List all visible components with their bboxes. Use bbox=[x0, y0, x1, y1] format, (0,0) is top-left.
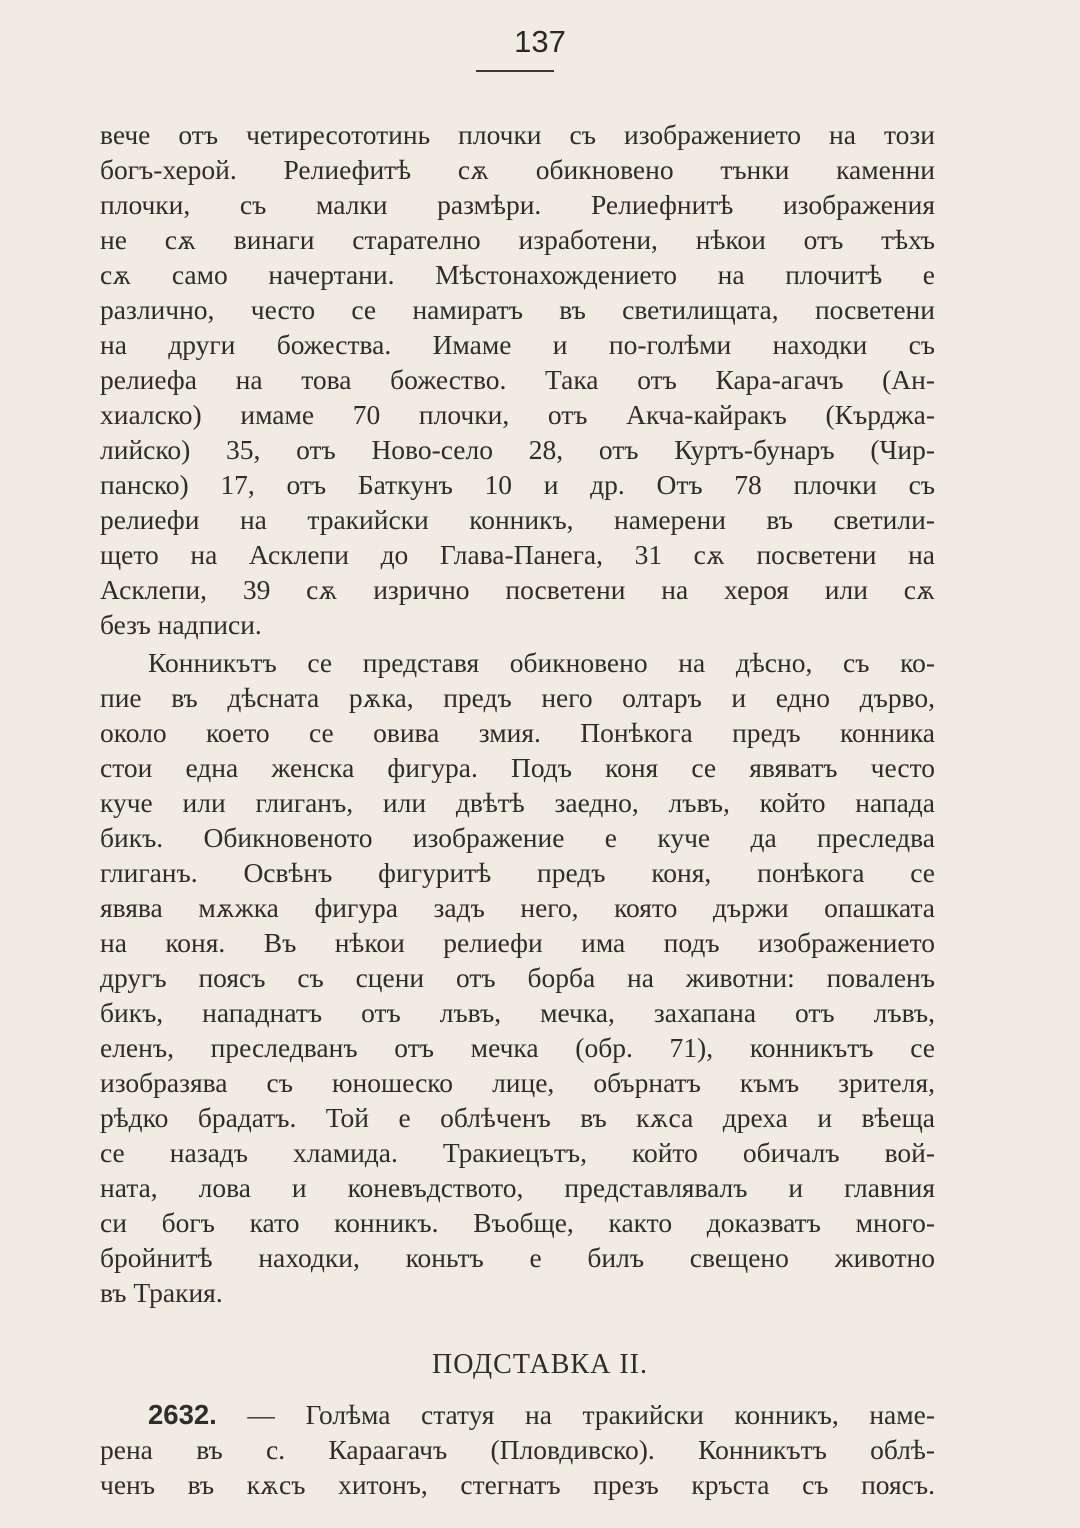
text-line: изобразява съ юношеско лице, обърнатъ къмъ зрителя, bbox=[100, 1067, 935, 1098]
text-line: еленъ, преследванъ отъ мечка (обр. 71), конникътъ се bbox=[100, 1032, 935, 1063]
page-number: 137 bbox=[514, 24, 566, 59]
text-line: другъ поясъ съ сцени отъ борба на животни: поваленъ bbox=[100, 962, 935, 993]
text-line: вече отъ четиресототинь плочки съ изображението на този bbox=[100, 119, 935, 150]
entry-first-line bbox=[148, 1397, 935, 1432]
text-line: пие въ дѣсната рѫка, предъ него олтаръ и едно дърво, bbox=[100, 682, 935, 713]
page-number-underline bbox=[476, 70, 554, 72]
text-line: ченъ въ кѫсъ хитонъ, стегнатъ презъ кръста съ поясъ. bbox=[100, 1469, 935, 1500]
text-line: различно, често се намиратъ въ светилищата, посветени bbox=[100, 294, 935, 325]
text-line-last: въ Тракия. bbox=[100, 1277, 223, 1308]
text-line: сѫ само начертани. Мѣстонахождението на плочитѣ е bbox=[100, 259, 935, 290]
text-line: явява мѫжка фигура задъ него, която държи опашката bbox=[100, 892, 935, 923]
text-line: бикъ. Обикновеното изображение е куче да преследва bbox=[100, 822, 935, 853]
text-line: си богъ като конникъ. Въобще, както доказватъ много- bbox=[100, 1207, 935, 1238]
text-line: около което се овива змия. Понѣкога предъ конника bbox=[100, 717, 935, 748]
text-line: на коня. Въ нѣкои релиефи има подъ изображението bbox=[100, 927, 935, 958]
text-line: ната, лова и коневъдството, представлявалъ и главния bbox=[100, 1172, 935, 1203]
text-line: плочки, съ малки размѣри. Релиефнитѣ изображения bbox=[100, 189, 935, 220]
entry-number: 2632. bbox=[148, 1399, 217, 1430]
text-line: стои една женска фигура. Подъ коня се явяватъ често bbox=[100, 752, 935, 783]
text-line: на други божества. Имаме и по-голѣми находки съ bbox=[100, 329, 935, 360]
text-line: рена въ с. Караагачъ (Пловдивско). Конникътъ облѣ- bbox=[100, 1434, 935, 1465]
entry-first-line-text: — Голѣма статуя на тракийски конникъ, наме- bbox=[247, 1399, 936, 1430]
text-line: бикъ, нападнатъ отъ лъвъ, мечка, захапана отъ лъвъ, bbox=[100, 997, 935, 1028]
text-line: релиефа на това божество. Така отъ Кара-агачъ (Ан- bbox=[100, 364, 935, 395]
text-line: бройнитѣ находки, коньтъ е билъ свещено животно bbox=[100, 1242, 935, 1273]
text-line-indented: Конникътъ се представя обикновено на дѣсно, съ ко- bbox=[148, 647, 935, 678]
text-line: глиганъ. Освѣнъ фигуритѣ предъ коня, понѣкога се bbox=[100, 857, 935, 888]
text-line: куче или глиганъ, или двѣтѣ заедно, лъвъ, който напада bbox=[100, 787, 935, 818]
text-line: Асклепи, 39 сѫ изрично посветени на хероя или сѫ bbox=[100, 574, 935, 605]
text-line: не сѫ винаги старателно изработени, нѣкои отъ тѣхъ bbox=[100, 224, 935, 255]
text-line: лийско) 35, отъ Ново-село 28, отъ Куртъ-бунаръ (Чир- bbox=[100, 434, 935, 465]
text-line: панско) 17, отъ Баткунъ 10 и др. Отъ 78 плочки съ bbox=[100, 469, 935, 500]
text-line: хиалско) имаме 70 плочки, отъ Акча-кайракъ (Кърджа- bbox=[100, 399, 935, 430]
text-line: богъ-херой. Релиефитѣ сѫ обикновено тънки каменни bbox=[100, 154, 935, 185]
text-line: рѣдко брадатъ. Той е облѣченъ въ кѫса дреха и вѣеща bbox=[100, 1102, 935, 1133]
text-line-last: безъ надписи. bbox=[100, 609, 262, 640]
text-line: се назадъ хламида. Тракиецътъ, който обичалъ вой- bbox=[100, 1137, 935, 1168]
text-line: релиефи на тракийски конникъ, намерени въ светили- bbox=[100, 504, 935, 535]
text-line: щето на Асклепи до Глава-Панега, 31 сѫ посветени на bbox=[100, 539, 935, 570]
section-heading: ПОДСТАВКА II. bbox=[432, 1349, 648, 1380]
